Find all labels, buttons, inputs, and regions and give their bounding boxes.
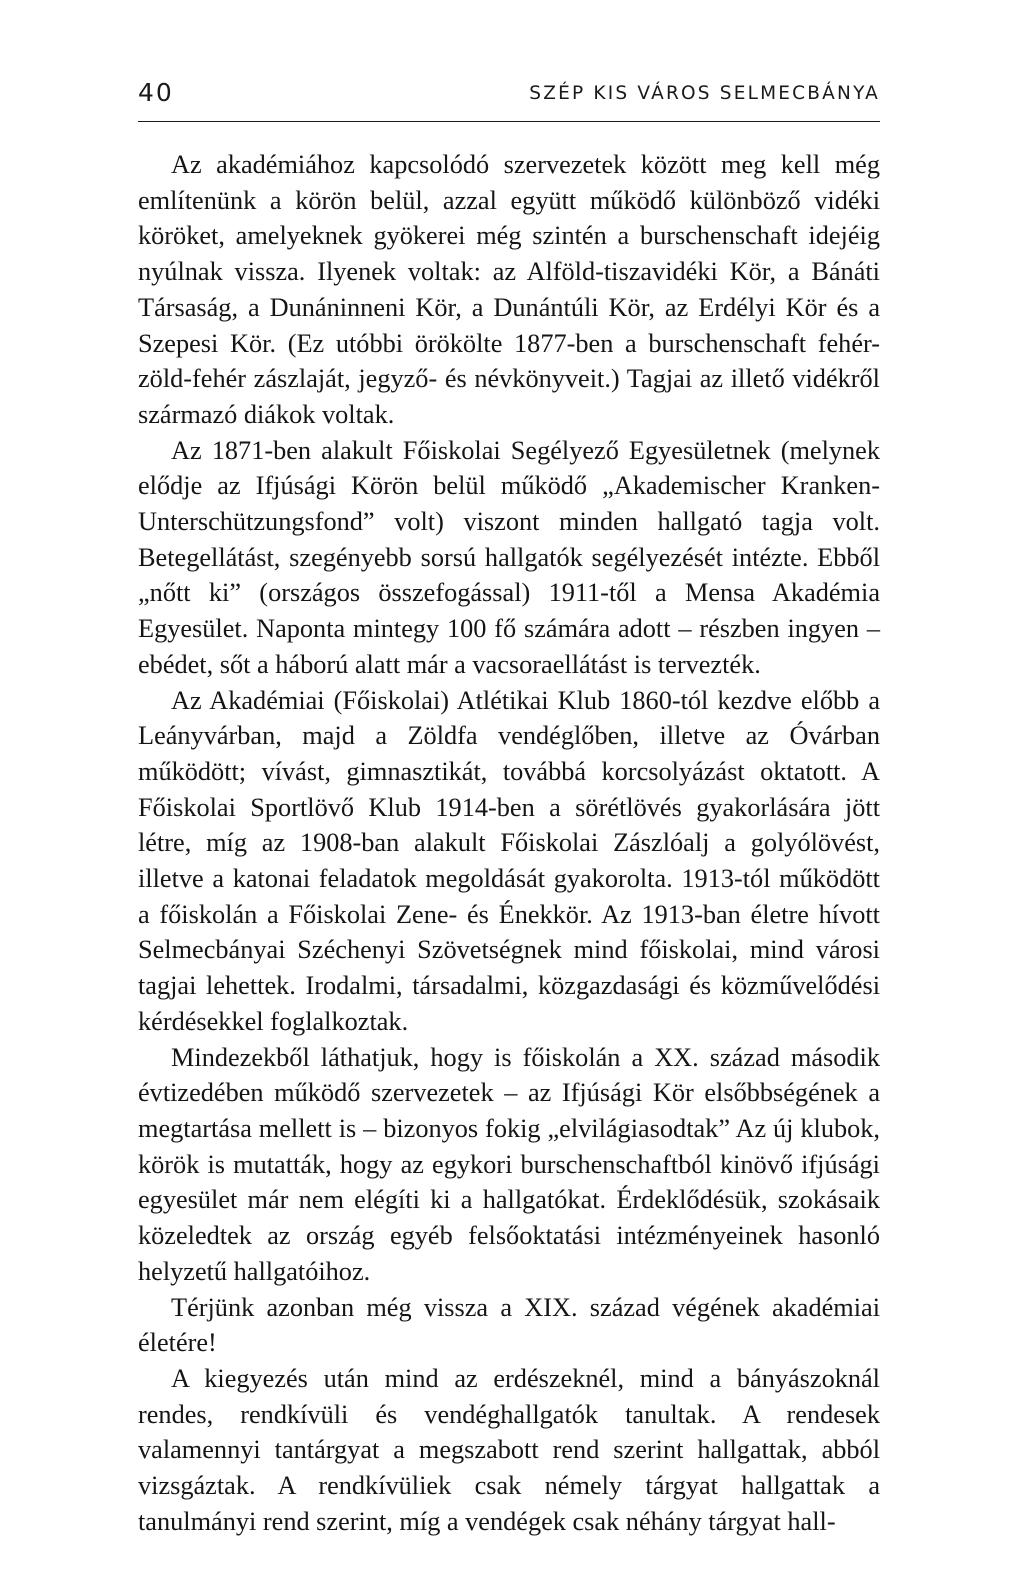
paragraph-segelyezo-egyesulet: Az 1871-ben alakult Főiskolai Segélyező Egyesületnek (melynek elődje az Ifjúsági Körön belül működő „Akademischer Kranken-Unterschützungsfond” volt) viszont minden hallgató tagja volt. Betegellátást, szegényebb sorsú hallgatók segélyezését intézte. Ebből „nőtt ki” (országos összefogással) 1911-től a Mensa Akadémia Egyesület. Naponta mintegy 100 fő számára adott – részben ingyen – ebédet, sőt a háború alatt már a vacsoraellátást is tervezték. bbox=[138, 435, 880, 679]
paragraph-visszaterés: Térjünk azonban még vissza a XIX. század végének akadémiai életére! bbox=[138, 1292, 880, 1358]
paragraph-videki-korok: Az akadémiához kapcsolódó szervezetek között meg kell még említenünk a körön belül, azzal együtt működő különböző vidéki köröket, amelyeknek gyökerei még szintén a burschenschaft idejéig nyúlnak vissza. Ilyenek voltak: az Alföld-tiszavidéki Kör, a Bánáti Társaság, a Dunáninneni Kör, a Dunántúli Kör, az Erdélyi Kör és a Szepesi Kör. (Ez utóbbi örökölte 1877-ben a burschenschaft fehér-zöld-fehér zászlaját, jegyző- és névkönyveit.) Tagjai az illető vidékről származó diákok voltak. bbox=[138, 150, 880, 429]
body-text bbox=[138, 147, 880, 1539]
running-header bbox=[138, 78, 880, 118]
running-title: SZÉP KIS VÁROS SELMECBÁNYA bbox=[529, 83, 880, 104]
paragraph-elvilagiasodas: Mindezekből láthatjuk, hogy is főiskolán a XX. század második évtizedében működő szervezetek – az Ifjúsági Kör elsőbbségének a megtartása mellett is – bizonyos fokig „elvilágiasodtak” Az új klubok, körök is mutatták, hogy az egykori burschenschaftból kinövő ifjúsági egyesület már nem elégíti ki a hallgatókat. Érdeklődésük, szokásaik közeledtek az ország egyéb felsőoktatási intézményeinek hasonló helyzetű hallgatóihoz. bbox=[138, 1042, 880, 1286]
paragraph-atletikai-klub: Az Akadémiai (Főiskolai) Atlétikai Klub 1860-tól kezdve előbb a Leányvárban, majd a Zöldfa vendéglőben, illetve az Óvárban működött; vívást, gimnasztikát, továbbá korcsolyázást oktatott. A Főiskolai Sportlövő Klub 1914-ben a sörétlövés gyakorlására jött létre, míg az 1908-ban alakult Főiskolai Zászlóalj a golyólövést, illetve a katonai feladatok megoldását gyakorolta. 1913-tól működött a főiskolán a Főiskolai Zene- és Énekkör. Az 1913-ban életre hívott Selmecbányai Széchenyi Szövetségnek mind főiskolai, mind városi tagjai lehettek. Irodalmi, társadalmi, közgazdasági és közművelődési kérdésekkel foglalkoztak. bbox=[138, 685, 880, 1036]
paragraph-hallgatok: A kiegyezés után mind az erdészeknél, mind a bányászoknál rendes, rendkívüli és vendéghallgatók tanultak. A rendesek valamennyi tantárgyat a megszabott rend szerint hallgattak, abból vizsgáztak. A rendkívüliek csak némely tárgyat hallgattak a tanulmányi rend szerint, míg a vendégek csak néhány tárgyat hall- bbox=[138, 1363, 880, 1536]
page-number: 40 bbox=[138, 78, 174, 107]
header-rule bbox=[138, 121, 880, 122]
